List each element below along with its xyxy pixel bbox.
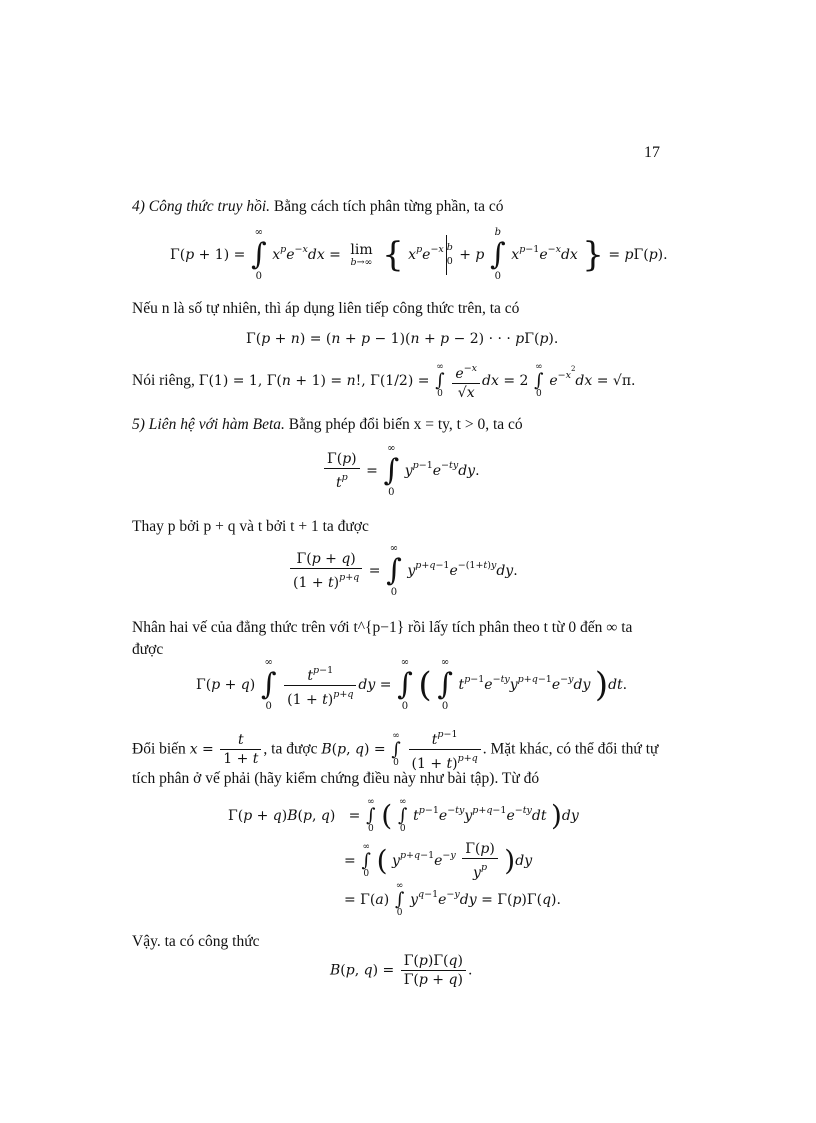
section-4-heading-line (132, 196, 504, 218)
text-multiply (132, 617, 672, 661)
equation-gamma-recurrence: Γ(p + 1) = ∞ ∫ 0 $x^pe^{-x}dx$ = lim b→∞ { $x^pe^{-x}$ b 0 + p b ∫ 0 $x^{p-1}e^{-x}dx$ } = pΓ(p). (170, 227, 668, 282)
section-5-intro: Bằng phép đổi biến x = ty, t > 0, ta có (284, 416, 523, 433)
equation-derivation-line3: = Γ(a) ∞ ∫ 0 $y^{q-1}e^{-y}dy = \Gamma(p)\Gamma(q)$. (344, 881, 561, 918)
equation-gamma-shifted: $\frac{\Gamma(p + q)}{(1 + t)^{p+q}}$ = ∞ ∫ 0 $y^{p+q-1}e^{-(1+t)y}dy$. (288, 544, 518, 598)
text-natural-number: Nếu n là số tự nhiên, thì áp dụng liên tiếp công thức trên, ta có (132, 300, 520, 317)
section-4-heading: 4) Công thức truy hồi. (132, 198, 271, 215)
equation-gamma-product: Γ(p + n) = (n + p − 1)(n + p − 2) · · · pΓ(p). (246, 331, 559, 347)
text-multiply-line2: được (132, 641, 164, 658)
section-5-heading: 5) Liên hệ với hàm Beta. (132, 416, 285, 433)
page-number: 17 (644, 144, 660, 161)
section-5-heading-line (132, 414, 523, 436)
text-order-swap: tích phân ở vế phải (hãy kiểm chứng điều này như bài tập). Từ đó (132, 770, 540, 787)
section-4-intro: Bằng cách tích phân từng phần, ta có (270, 198, 504, 215)
equation-beta-formula: B(p, q) = $\frac{\Gamma(p)\Gamma(q)}{\Gamma(p + q)}$ . (330, 953, 473, 988)
equation-gamma-scaled: $\frac{\Gamma(p)}{t^p}$ = ∞ ∫ 0 $y^{p-1}e^{-ty}dy$. (322, 444, 480, 498)
equation-derivation-line2: = ∞ ∫ 0 ( $y^{p+q-1}e^{-y}$ $\frac{\Gamma(p)}{y^p}$ )dy (344, 841, 533, 881)
text-multiply-line1: Nhân hai vế của đẳng thức trên với t^{p−1} rồi lấy tích phân theo t từ 0 đến ∞ ta (132, 619, 633, 636)
text-special-values: Nói riêng, Γ(1) = 1, Γ(n + 1) = n!, Γ(1/2) = ∞ ∫ 0 $\frac{e^{-x}}{√x}$ dx = 2 ∞ ∫ 0 $e^{-x^2}dx = √\pi$. (132, 362, 636, 401)
text-change-variable: Đổi biến x = $\frac{t}{1 + t}$ , ta được B(p, q) = ∞ ∫ 0 $\frac{t^{p-1}}{(1 + t)^{p+q}}$ . Mặt khác, có thể đổi thứ tự (132, 726, 658, 773)
text-conclusion: Vậy. ta có công thức (132, 933, 260, 950)
equation-derivation-line1: Γ(p + q)B(p, q) = ∞ ∫ 0 ( ∞ ∫ 0 $t^{p-1}e^{-ty}y^{p+q-1}e^{-ty}dt$ )dy (228, 797, 579, 834)
equation-double-integral: Γ(p + q) ∞ ∫ 0 $\frac{t^{p-1}}{(1 + t)^{p+q}}$ dy = ∞ ∫ 0 ( ∞ ∫ 0 $t^{p-1}e^{-ty}y^{p+q-1}e^{-y}dy$ )dt. (196, 657, 628, 712)
text-substitution: Thay p bởi p + q và t bởi t + 1 ta được (132, 518, 369, 535)
